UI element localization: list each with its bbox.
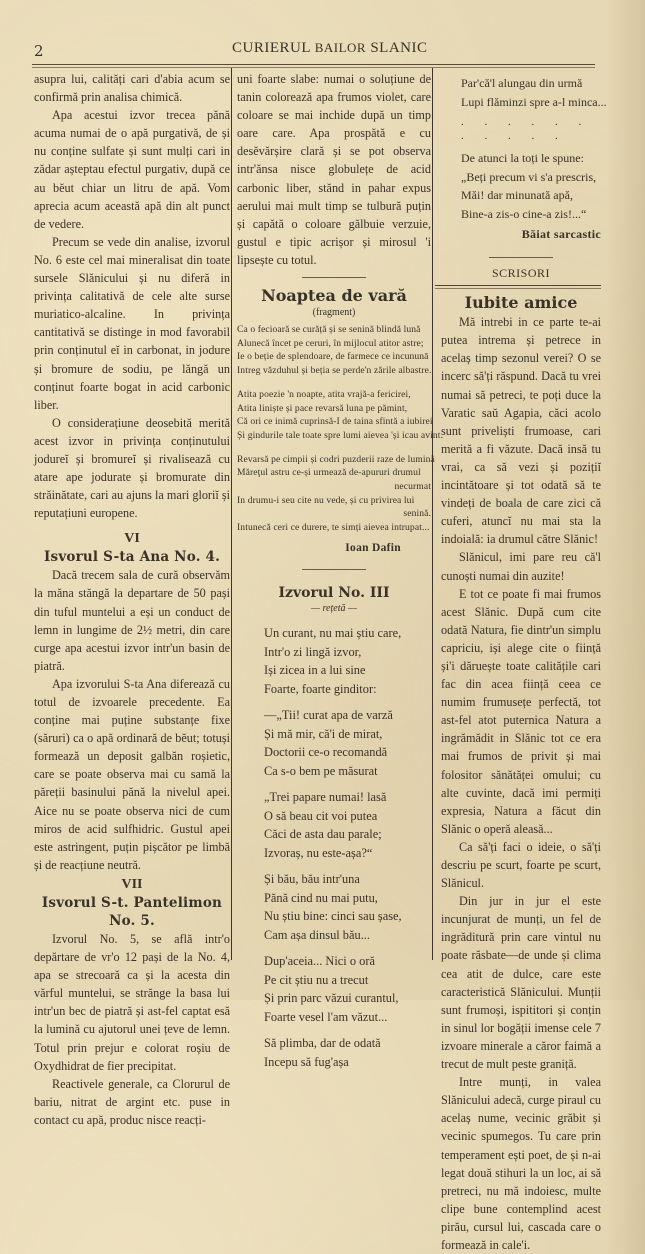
verse-line: Și bău, bău intr'una: [264, 872, 360, 887]
verse-line: Un curant, nu mai știu care,: [264, 626, 402, 641]
paragraph: Ca să'ți faci o ideie, o să'ți descriu pe scurt, foarte pe scurt, Slănicul.: [441, 839, 601, 891]
poem-stanza: [237, 624, 431, 698]
paragraph: Izvorul No. 5, se află intr'o depărtare de vr'o 12 pași de la No. 4, apa se strecoară ca și la acesta din vărful muntelui, se strănge la basa lui intr'un bec de piatră și ast-fel captat esă la lumină cu ajutorul unei țeve de lemn. Totul prin prejur e colorat roșiu de Oxydhidrat de fier precipitat.: [34, 931, 230, 1073]
paragraph: Slănicul, imi pare reu că'l cunoști numai din auzite!: [441, 550, 601, 583]
separator-rule: [489, 257, 553, 258]
verse-line: —„Tii! curat apa de varză: [264, 708, 393, 723]
section-label: SCRISORI: [491, 266, 551, 281]
verse-line: Foarte, foarte ginditor:: [264, 681, 377, 696]
poem-stanza: [237, 323, 431, 378]
verse-line: Ca s-o bem pe măsurat: [264, 763, 378, 778]
poem-stanza: [237, 788, 431, 862]
paragraph: Mă intrebi in ce parte te-ai putea intrema și petrece in acelaș timp sezonul verei? O se incerc să'ți răspund. Dacă tu vrei numai să petreci, te poți duce la Varatic saŭ Agapia, căci acolo sunt priveliști frumoase, cari merită a fi văzute. Dacă insă tu vrai, ca să vezi și pozițiĭ incintătoare și tot odată să te vindeți de boala de care zici că cuferi, atuncĭ nu mai sta la indoială: ia drumul către Slănic!: [441, 315, 601, 547]
poem-stanza: [237, 1034, 431, 1071]
header-rule-secondary: [32, 67, 595, 68]
verse-line: Pănă cind nu mai putu,: [264, 890, 378, 905]
paragraph: Apa acestui izvor trecea pănă acuma numai de o apă purgativă, de și nu conține sulfate și sunt mulți cari in zădar așteptau efectul purgativ, după ce au bĕut chiar un litru de apă. Vom aprecia acum această apă din alt punct de vedere.: [34, 108, 230, 231]
paragraph: Apa izvorului S-ta Ana diferează cu totul de izvoarele precedente. Ea conține mai puține substanțe fixe (săruri) ca o apă ordinară de bĕut; totuși formează un deposit galbăn roșietic, care se poate observa mai cu samă la păreții basinului pănă la nivelul apei. Aice nu se poate observa nici de cum miros de acid sulfhidric. Gustul apei este astringent, puțin pișcător pe limbă și de reacțiune neutră.: [34, 676, 230, 872]
masthead-word-1: CURIERUL: [232, 40, 311, 56]
right-column: [441, 70, 607, 1254]
ellipsis-dots: . . . . . . . . . . .: [461, 116, 591, 142]
verse-line: Doctorii ce-o recomandă: [264, 745, 388, 760]
column-divider-left: [231, 68, 232, 960]
verse-line: Să plimba, dar de odată: [264, 1036, 381, 1051]
verse-line: Par'că'l alungau din urmă: [461, 76, 583, 90]
poem-subtitle: — rețetă —: [311, 603, 357, 615]
verse-line: Că ori ce inimă cuprinsă-I de taina sfintă a iubirei: [237, 416, 433, 428]
verse-line: Bine-a zis-o cine-a zis!...“: [461, 206, 587, 221]
poem-stanza: [237, 870, 431, 944]
paragraph: asupra lui, calități cari d'abia acum se confirmă prin analisa chimică.: [34, 72, 230, 105]
verse-line: Intr'o zi lingă izvor,: [264, 644, 362, 659]
paragraph: Reactivele generale, ca Clorurul de bariu, nitrat de argint etc. puse in contact cu apă, produc nisce reacți-: [34, 1076, 230, 1127]
header-rule: [32, 64, 595, 65]
paragraph: O considerațiune deosebită merită acest izvor in privința conținutului jodureĭ și bromureĭ și rivalisează cu atare ape jodurate și bromurate din străinătate, cari au ajuns la mari gloriĭ și reputațiuni europene.: [34, 415, 230, 521]
poem-signature: Băiat sarcastic: [521, 227, 601, 241]
verse-line: Ie o beție de splendoare, de farmece ce incununā: [237, 351, 429, 363]
verse-line: necurmat: [394, 481, 431, 493]
masthead-word-3: SLANIC: [370, 40, 428, 56]
verse-line: Măreţul astru ce-și urmează de-apururi drumul: [237, 467, 421, 479]
verse-line: Iși zicea in a lui sine: [264, 663, 366, 678]
masthead-word-2: BAILOR: [314, 40, 367, 55]
verse-line: Cam așa dinsul bău...: [264, 927, 370, 942]
paragraph: E tot ce poate fi mai frumos acest Slănic. După cum cite odată Natura, fie dintr'un simplu capriciu, iși alege cite o ființă și'i dăruește toate calitățile cari fac din acea ființă ceea ce numim frumusețe perfectă, tot ast-fel atot puternica Natura a ingrămădit in Slănic tot ce era mai frumos de privit și mai folositor sănătăței omului; cu alte cuvinte, dacă imi permiți expresia, Natura a făcut din Slănic o operă aleasă...: [441, 586, 601, 836]
poem-stanza: [237, 388, 444, 443]
verse-line: O să beau cit voi putea: [264, 808, 378, 823]
poem-title: Izvorul No. III: [278, 584, 390, 601]
letter-title: Iubite amice: [464, 293, 578, 313]
verse-line: Și mă mir, că'i de mirat,: [264, 726, 383, 741]
verse-line: Căci de asta dau parale;: [264, 827, 382, 842]
verse-line: Dup'aceia... Nici o oră: [264, 954, 375, 969]
verse-line: „Trei papare numai! lasă: [264, 790, 387, 805]
verse-line: Intreg văzduhul și beția se perde'n zările albastre.: [237, 365, 432, 377]
section-title: Isvorul S-t. Pantelimon No. 5.: [41, 894, 223, 929]
poem-stanza: [237, 453, 435, 535]
masthead: [232, 40, 428, 57]
section-rule-secondary: [435, 288, 601, 289]
left-column: [34, 70, 230, 1129]
poem-subtitle: (fragment): [312, 307, 356, 319]
verse-line: Nu știu bine: cinci sau șase,: [264, 909, 402, 924]
verse-line: In drumu-i seu cite nu vede, și cu privirea lui: [237, 494, 415, 506]
paragraph: Din jur in jur el este incunjurat de munți, un fel de ingrăditură prin care vintul nu poate răsbate—de unde și clima cea atit de dulce, care este caracteristică Slănicului. Munții sunt frumoși, ispititori și conțin in sinul lor bogății imense cele 7 izvoare minerale a căror faimă a trecut de mult peste graniță.: [441, 894, 601, 1072]
separator-rule: [302, 569, 366, 570]
verse-line: Foarte vesel l'am văzut...: [264, 1009, 388, 1024]
poem-author: Ioan Dafin: [345, 541, 401, 554]
paragraph: Dacă trecem sala de cură observăm la măna stăngă la departare de 50 pași din tuful muntelui a eși un conduct de lemn in lungime de 2½ metri, din care curge apa acestui izvor intr'un basin de piatră.: [34, 568, 230, 673]
section-title: Isvorul S-ta Ana No. 4.: [44, 549, 220, 566]
verse-line: „Beți precum vi s'a prescris,: [461, 169, 597, 184]
paragraph: Intre munți, in valea Slănicului adecă, curge piraul cu acelaș nume, vecinic grăbit și vecinic spumegos. Tu care prin temperament ești poet, de și n-ai legat două stihuri la un loc, ai să pretreci, nu mă indoiesc, multe clipe bune contemplind acest pirău, cursul lui, cascada care o formează in cale'i.: [441, 1075, 601, 1252]
paragraph: uni foarte slabe: numai o soluțiune de tanin colorează apa frumos violet, care coloare se mai inchide după un timp oare care. Apa prospătă e cu desĕvărșire clară și se pot observa intr'ănsa nisce globulețe de acid carbonic liber, stănd in pahar expus aerului mai mult timp se tulbură puțin și capătă o coloare gălbuie verzuie, gustul e tipic acrișor și mirosul 'i lipsește cu totul.: [237, 72, 431, 267]
section-rule: [435, 285, 601, 286]
verse-line: Intunecă ceri ce durere, te simți aievea intrupat...: [237, 522, 430, 534]
verse-line: Atita liniște și pace revarsă luna pe pămint,: [237, 402, 408, 414]
paragraph: Precum se vede din analise, izvorul No. 6 este cel mai mineralisat din toate sursele Slănicului și nu diferă in privința calitativă de cele alte surse muriatico-alcaline. In privința cantitativă se distinge in mod favorabil prin conținutul eĭ in carbonat, in jodure și bromure de sodiu, pe lăngă un conținut foarte bogat in acid carbonic liber.: [34, 234, 230, 412]
verse-line: Alunecă încet pe ceruri, în mijlocul atitor astre;: [237, 337, 424, 349]
verse-line: Și gindurile tale toate spre lumi aievea 'și icau avint.: [237, 429, 444, 441]
verse-line: De atunci la toți le spune:: [461, 151, 584, 165]
verse-line: senină.: [403, 508, 431, 520]
page-number: 2: [34, 42, 44, 60]
verse-line: Ca o fecioară se curăță și se senină blindă lună: [237, 324, 421, 336]
verse-line: Și prin parc văzui curantul,: [264, 991, 399, 1006]
verse-line: Pe cit știu nu a trecut: [264, 972, 369, 987]
section-number: VI: [124, 531, 140, 547]
separator-rule: [302, 277, 366, 278]
verse-line: Măi! dar minunată apă,: [461, 188, 573, 202]
middle-column: [237, 70, 444, 1071]
section-number: VII: [121, 876, 143, 892]
poem-stanza: [237, 952, 431, 1026]
verse-line: Incepu să fug'așa: [264, 1054, 349, 1069]
verse-line: Atita poezie 'n noapte, atita vrajă-a fericirei,: [237, 388, 411, 400]
poem-stanza: [237, 706, 431, 780]
column-divider-right: [432, 68, 433, 960]
verse-line: Izvoraș, nu este-așa?“: [264, 845, 373, 860]
poem-title: Noaptea de vară: [261, 286, 407, 306]
verse-line: Revarsă pe cimpii și codri puzderii raze de lumină: [237, 453, 435, 465]
verse-line: Lupi flăminzi spre a-l minca...: [461, 94, 607, 109]
